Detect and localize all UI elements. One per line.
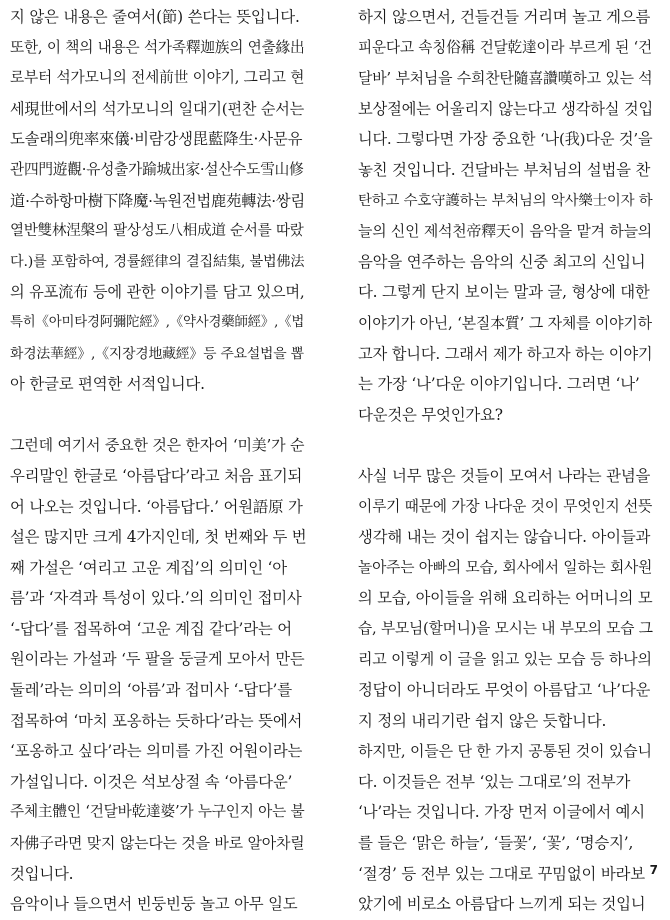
text-line: 사실 너무 많은 것들이 모여서 나라는 관념을 [358,466,651,485]
text-line: 이루기 때문에 가장 나다운 것이 무엇인지 선뜻 [358,497,653,515]
text-line: 음악이나 들으면서 빈둥빈둥 놀고 아무 일도 [10,895,298,914]
text-line: 름’과 ‘자격과 특성이 있다.’의 의미인 접미사 [10,589,302,608]
text-line: 우리말인 한글로 ‘아름답다’라고 처음 표기되 [10,466,303,485]
text-line: 로부터 석가모니의 전세前世 이야기, 그리고 현 [10,69,305,87]
text-line: 놀아주는 아빠의 모습, 회사에서 일하는 회사원 [358,558,653,576]
text-line: 도솔래의兜率來儀·비람강생毘藍降生·사문유 [10,130,303,149]
text-line: 설은 많지만 크게 4가지인데, 첫 번째와 두 번 [10,528,306,547]
text-line: 탄하고 수호守護하는 부처님의 악사樂士이자 하 [358,192,653,209]
left-column [10,2,306,920]
text-line: 음악을 연주하는 음악의 신중 최고의 신입니 [358,252,646,271]
text-line: 자佛子라면 맞지 않는다는 것을 바로 알아차릴 [10,834,305,853]
text-line: 지 않은 내용은 줄여서(節) 쓴다는 뜻입니다. [10,8,300,26]
text-line: 열반雙林涅槃의 팔상성도八相成道 순서를 따랐 [10,223,304,240]
text-line: 다운것은 무엇인가요? [358,405,503,424]
text-line: 아 한글로 편역한 서적입니다. [10,375,205,394]
text-line: 았기에 비로소 아름답다 느끼게 되는 것입니 [358,895,646,914]
text-line: 를 들은 ‘맑은 하늘’, ‘들꽃’, ‘꽃’, ‘명승지’, [358,834,634,853]
text-line: ‘나’라는 것입니다. 가장 먼저 이글에서 예시 [358,803,645,822]
right-column [358,2,654,920]
text-line: 어 나오는 것입니다. ‘아름답다.’ 어원語原 가 [10,497,303,516]
text-line: 째 가설은 ‘여리고 고운 계집’의 의미인 ‘아 [10,558,287,577]
text-line: 원이라는 가설과 ‘두 팔을 둥글게 모아서 만든 [10,650,305,669]
text-line: 의 유포流布 등에 관한 이야기를 담고 있으며, [10,283,305,302]
text-line: ‘-답다’를 접목하여 ‘고운 계집 같다’라는 어 [10,619,292,638]
text-line: 달바’ 부처님을 수희찬탄隨喜讚嘆하고 있는 석 [358,69,653,88]
text-line: 그런데 여기서 중요한 것은 한자어 ‘미美’가 순 [10,436,305,455]
text-line: 특히《아미타경阿彌陀經》,《약사경藥師經》,《법 [10,314,305,330]
text-line: 접목하여 ‘마치 포옹하는 듯하다’라는 뜻에서 [10,711,303,730]
text-line: 道·수하항마樹下降魔·녹원전법鹿苑轉法·쌍림 [10,191,306,210]
text-line: 놓친 것입니다. 건달바는 부처님의 설법을 찬 [358,160,651,179]
text-line: ‘포옹하고 싶다’라는 의미를 가진 어원이라는 [10,742,303,761]
text-line: 이야기가 아닌, ‘본질本質’ 그 자체를 이야기하 [358,313,652,332]
text-line: 의 모습, 아이들을 위해 요리하는 어머니의 모 [358,589,653,608]
text-line: 고자 합니다. 그래서 제가 하고자 하는 이야기 [358,344,653,363]
text-line: 다. 그렇게 단지 보이는 말과 글, 형상에 대한 [358,283,650,302]
text-line: 리고 이렇게 이 글을 읽고 있는 모습 등 하나의 [358,650,652,669]
text-line: 다. 이것들은 전부 ‘있는 그대로’의 전부가 [358,772,631,791]
text-line: ‘절경’ 등 전부 있는 그대로 꾸밈없이 바라보 [358,864,645,883]
text-line: 는 가장 ‘나’다운 이야기입니다. 그러면 ‘나’ [358,375,640,394]
text-line: 니다. 그렇다면 가장 중요한 ‘나(我)다운 것’을 [358,130,653,149]
paragraph-being-oneself [358,461,654,920]
text-line: 관四門遊觀·유성출가踰城出家·설산수도雪山修 [10,160,304,178]
text-line: 주체主體인 ‘건달바乾達婆’가 누구인지 아는 불 [10,803,305,821]
text-line: 지 정의 내리기란 쉽지 않은 듯합니다. [358,711,607,730]
paragraph-gap [10,400,306,431]
paragraph-buddha-book-description [10,2,306,400]
text-line: 하지만, 이들은 단 한 가지 공통된 것이 있습니 [358,742,652,761]
text-line: 하지 않으면서, 건들건들 거리며 놀고 게으름 [358,8,651,26]
text-line: 또한, 이 책의 내용은 석가족釋迦族의 연출緣出 [10,38,305,56]
paragraph-gap [358,430,654,461]
text-line: 피운다고 속칭俗稱 건달乾達이라 부르게 된 ‘건 [358,38,652,56]
text-line: 세現世에서의 석가모니의 일대기(편찬 순서는 [10,99,305,118]
text-line: 가설입니다. 이것은 석보상절 속 ‘아름다운’ [10,772,293,791]
text-line: 것입니다. [10,864,74,883]
text-line: 화경法華經》,《지장경地藏經》등 주요설법을 뽑 [10,345,304,362]
text-line: 생각해 내는 것이 쉽지는 않습니다. 아이들과 [358,528,651,547]
text-line: 늘의 신인 제석천帝釋天이 음악을 맡겨 하늘의 [358,222,652,241]
text-line: 정답이 아니더라도 무엇이 아름답고 ‘나’다운 [358,681,651,700]
text-line: 보상절에는 어울리지 않는다고 생각하실 것입 [358,99,653,118]
paragraph-gandharva [358,2,654,430]
text-line: 둘레’라는 의미의 ‘아름’과 접미사 ‘-답다’를 [10,681,292,700]
page-number: 7 [649,863,658,877]
text-line: 습, 부모님(할머니)을 모시는 내 부모의 모습 그 [358,619,653,637]
text-line: 다.)를 포함하여, 경률經律의 결집結集, 불법佛法 [10,253,305,270]
paragraph-beauty-etymology [10,430,306,920]
